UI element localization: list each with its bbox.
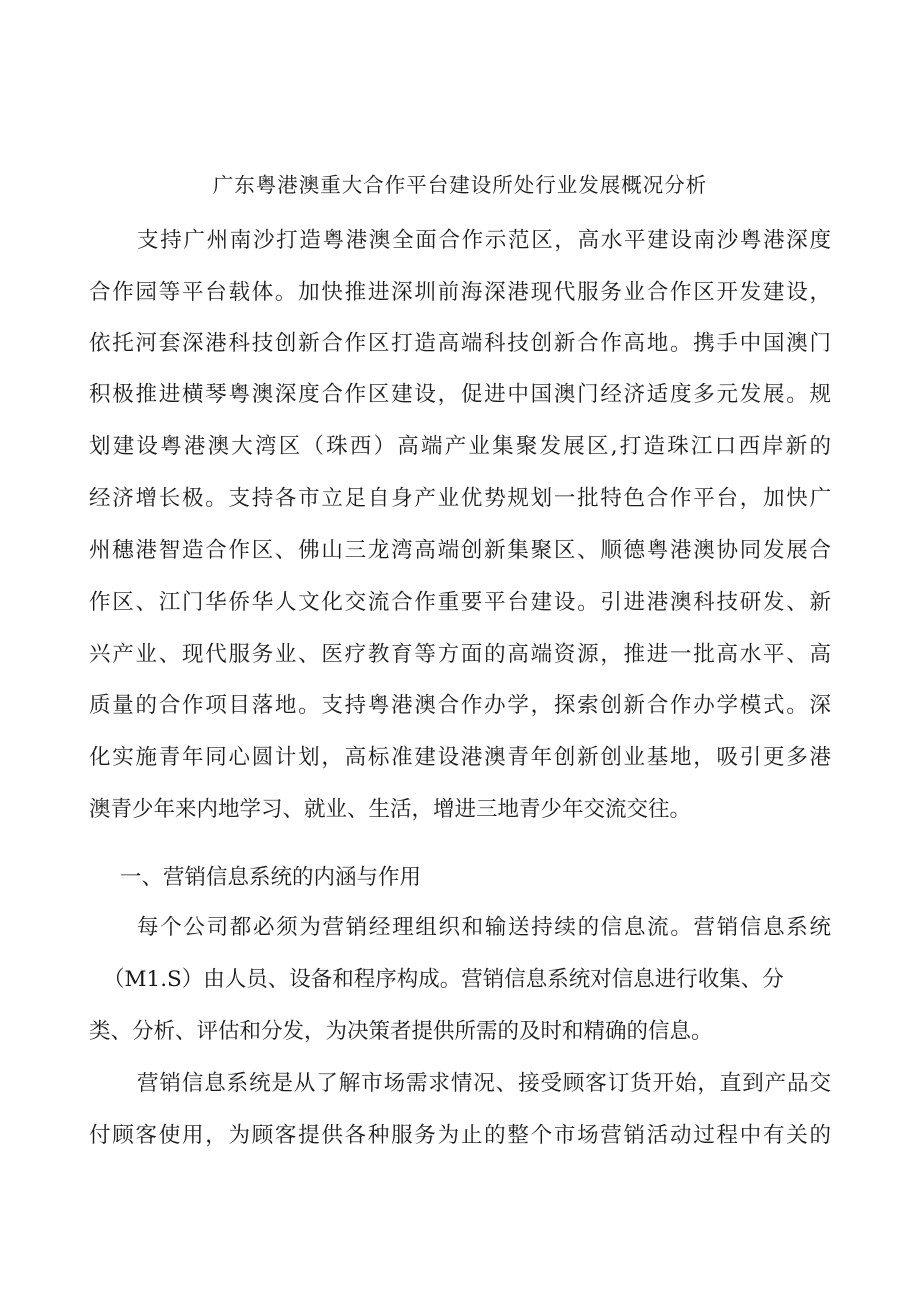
paragraph-line: 依托河套深港科技创新合作区打造高端科技创新合作高地。携手中国澳门: [89, 331, 831, 356]
paragraph-line: 合作园等平台载体。加快推进深圳前海深港现代服务业合作区开发建设，: [89, 280, 831, 305]
paragraph-line: 类、分析、评估和分发，为决策者提供所需的及时和精确的信息。: [89, 1019, 713, 1044]
section-heading: 一、营销信息系统的内涵与作用: [120, 865, 422, 890]
paragraph-line: 作区、江门华侨华人文化交流合作重要平台建设。引进港澳科技研发、新: [89, 590, 831, 615]
paragraph-line: 质量的合作项目落地。支持粤港澳合作办学，探索创新合作办学模式。深: [89, 693, 831, 718]
document-title: 广东粤港澳重大合作平台建设所处行业发展概况分析: [212, 173, 708, 197]
paragraph-line: 划建设粤港澳大湾区（珠西）高端产业集聚发展区,打造珠江口西岸新的: [89, 434, 831, 459]
paragraph-line: 每个公司都必须为营销经理组织和输送持续的信息流。营销信息系统: [137, 915, 831, 940]
paragraph-line: 兴产业、现代服务业、医疗教育等方面的高端资源，推进一批高水平、高: [89, 642, 831, 667]
paragraph-line: 营销信息系统是从了解市场需求情况、接受顾客订货开始，直到产品交: [137, 1071, 831, 1096]
paragraph-line: 经济增长极。支持各市立足自身产业优势规划一批特色合作平台，加快广: [89, 486, 831, 511]
paragraph-line: 积极推进横琴粤澳深度合作区建设，促进中国澳门经济适度多元发展。规: [89, 382, 831, 407]
paragraph-line: 州穗港智造合作区、佛山三龙湾高端创新集聚区、顺德粤港澳协同发展合: [89, 538, 831, 563]
paragraph-line: 化实施青年同心圆计划，高标准建设港澳青年创新创业基地，吸引更多港: [89, 745, 831, 770]
paragraph-line: 付顾客使用，为顾客提供各种服务为止的整个市场营销活动过程中有关的: [89, 1123, 831, 1148]
paragraph-line: 澳青少年来内地学习、就业、生活，增进三地青少年交流交往。: [89, 797, 692, 822]
paragraph-line: 支持广州南沙打造粤港澳全面合作示范区，高水平建设南沙粤港深度: [137, 228, 831, 253]
paragraph-line: （M1.S）由人员、设备和程序构成。营销信息系统对信息进行收集、分: [103, 967, 784, 992]
